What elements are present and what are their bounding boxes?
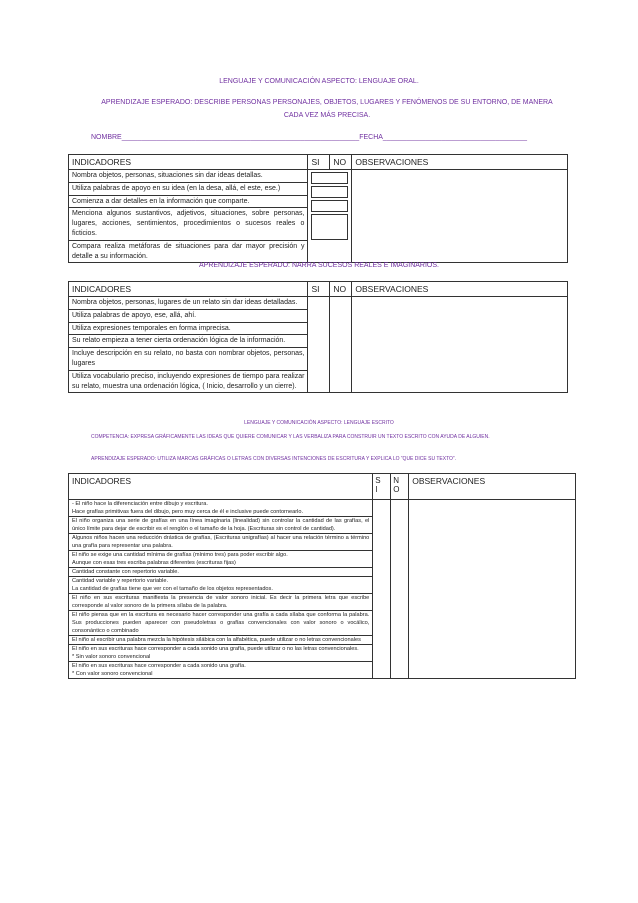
observaciones-cell[interactable] xyxy=(409,500,576,679)
nombre-fecha-line[interactable]: NOMBRE_____________________________________________________________FECHA_____________________________________ xyxy=(91,134,527,141)
indicator-row: Comienza a dar detalles en la información que comparte. xyxy=(69,195,308,208)
header-observaciones: OBSERVACIONES xyxy=(409,474,576,500)
indicator-row: Menciona algunos sustantivos, adjetivos, situaciones, sobre personas, lugares, acciones, sentimientos, procedimientos o sucesos reales o ficticios. xyxy=(69,208,308,240)
indicator-row: Compara realiza metáforas de situaciones para dar mayor precisión y detalle a su información. xyxy=(69,240,308,263)
si-cell[interactable] xyxy=(308,297,330,393)
header-no-o: O xyxy=(393,485,400,494)
check-box[interactable] xyxy=(311,200,348,212)
indicator-line: El niño se exige una cantidad mínima de grafías (mínimo tres) para poder escribir algo. xyxy=(72,552,288,558)
table-lenguaje-oral-describe xyxy=(68,154,568,263)
page-title: LENGUAJE Y COMUNICACIÓN ASPECTO: LENGUAJE ORAL. xyxy=(219,78,419,85)
header-si: SI xyxy=(308,282,330,297)
indicator-row: El niño piensa que en la escritura es necesario hacer corresponder una grafía a cada sílaba que conforma la palabra. Sus producciones pueden aparecer con pseudoletras o grafías convencionales con valor sonoro o vocálico, consonántico o combinado xyxy=(69,611,373,636)
indicator-row: El niño en sus escrituras manifiesta la presencia de valor sonoro inicial. Es decir la primera letra que escribe corresponde al valor sonoro de la primera sílaba de la palabra. xyxy=(69,594,373,611)
indicator-row: Algunos niños hacen una reducción drástica de grafías, (Escrituras unigrafías) al hacer una relación término a término una grafía para representar una palabra. xyxy=(69,534,373,551)
header-si: SI xyxy=(308,155,330,170)
header-indicadores: INDICADORES xyxy=(69,155,308,170)
indicator-row xyxy=(69,662,373,679)
indicator-line: Aunque con esas tres escriba palabras diferentes (escrituras fijas) xyxy=(72,560,236,566)
indicator-row: Utiliza vocabulario preciso, incluyendo expresiones de tiempo para realizar su relato, muestra una ordenación lógica, ( Inicio, desarrollo y un cierre). xyxy=(69,370,308,393)
indicator-row: Nombra objetos, personas, situaciones sin dar ideas detallas. xyxy=(69,170,308,183)
si-cell[interactable] xyxy=(373,500,391,679)
header-observaciones: OBSERVACIONES xyxy=(352,282,568,297)
aprendizaje-esperado-2: APRENDIZAJE ESPERADO: NARRA SUCESOS REALES E IMAGINARIOS. xyxy=(198,262,439,269)
header-no-n: N xyxy=(393,476,400,485)
header-si-s: S xyxy=(375,476,381,485)
indicator-row: Utiliza palabras de apoyo, ese, allá, ahí. xyxy=(69,309,308,322)
header-si xyxy=(373,474,391,500)
indicator-row: Incluye descripción en su relato, no basta con nombrar objetos, personas, lugares xyxy=(69,348,308,371)
indicator-row xyxy=(69,645,373,662)
check-box[interactable] xyxy=(311,172,348,184)
table-lenguaje-escrito xyxy=(68,473,576,679)
indicator-line: El niño en sus escrituras hace corresponder a cada sonido una grafía. xyxy=(72,663,246,669)
check-box[interactable] xyxy=(311,214,348,240)
indicator-row: Nombra objetos, personas, lugares de un relato sin dar ideas detalladas. xyxy=(69,297,308,310)
check-box[interactable] xyxy=(311,186,348,198)
aprendizaje-esperado-1: APRENDIZAJE ESPERADO: DESCRIBE PERSONAS PERSONAJES, OBJETOS, LUGARES Y FENÓMENOS DE SU ENTORNO, DE MANERA CADA VEZ MÁS PRECISA. xyxy=(101,99,553,119)
indicator-row: Su relato empieza a tener cierta ordenación lógica de la información. xyxy=(69,335,308,348)
header-si-i: I xyxy=(375,485,378,494)
indicator-line: * Sin valor sonoro convencional xyxy=(72,654,151,660)
observaciones-cell[interactable] xyxy=(352,297,568,393)
header-indicadores: INDICADORES xyxy=(69,282,308,297)
indicator-row: Utiliza expresiones temporales en forma imprecisa. xyxy=(69,322,308,335)
indicator-row xyxy=(69,577,373,594)
lenguaje-escrito-title: LENGUAJE Y COMUNICACIÓN ASPECTO: LENGUAJE ESCRITO xyxy=(244,420,394,426)
indicator-row: Cantidad constante con repertorio variable. xyxy=(69,568,373,577)
indicator-row: El niño organiza una serie de grafías en una línea imaginaria (linealidad) sin controlar la cantidad de las grafías, el único límite para dejar de escribir es el renglón o el tamaño de la hoja. (Escrituras sin control de cantidad). xyxy=(69,517,373,534)
indicator-line: Hace grafías primitivas fuera del dibujo, pero muy cerca de él e inclusive puede contornearlo. xyxy=(72,509,304,515)
header-no: NO xyxy=(330,155,352,170)
aprendizaje-esperado-3: APRENDIZAJE ESPERADO: UTILIZA MARCAS GRÁFICAS O LETRAS CON DIVERSAS INTENCIONES DE ESCRITURA Y EXPLICA LO “QUE DICE SU TEXTO”. xyxy=(91,456,456,462)
indicator-row: El niño al escribir una palabra mezcla la hipótesis silábica con la alfabética, puede utilizar o no letras convencionales xyxy=(69,636,373,645)
indicator-line: La cantidad de grafías tiene que ver con el tamaño de los objetos representados. xyxy=(72,586,273,592)
header-no xyxy=(391,474,409,500)
competencia: COMPETENCIA: EXPRESA GRÁFICAMENTE LAS IDEAS QUE QUIERE COMUNICAR Y LAS VERBALIZA PARA CONSTRUIR UN TEXTO ESCRITO CON AYUDA DE ALGUIEN. xyxy=(91,434,490,440)
header-indicadores: INDICADORES xyxy=(69,474,373,500)
indicator-row xyxy=(69,500,373,517)
indicator-row: Utiliza palabras de apoyo en su idea (en la desa, allá, el este, ese.) xyxy=(69,182,308,195)
indicator-line: El niño en sus escrituras hace corresponder a cada sonido una grafía, puede utilizar o no las letras convencionales. xyxy=(72,646,359,652)
table-lenguaje-oral-narra xyxy=(68,281,568,393)
indicator-row xyxy=(69,551,373,568)
observaciones-cell[interactable] xyxy=(352,170,568,263)
indicator-line: * Con valor sonoro convencional xyxy=(72,671,153,677)
header-observaciones: OBSERVACIONES xyxy=(352,155,568,170)
no-cell[interactable] xyxy=(391,500,409,679)
no-cell[interactable] xyxy=(330,297,352,393)
check-area[interactable] xyxy=(308,170,352,263)
indicator-line: - El niño hace la diferenciación entre dibujo y escritura. xyxy=(72,501,208,507)
indicator-line: Cantidad variable y repertorio variable. xyxy=(72,578,169,584)
header-no: NO xyxy=(330,282,352,297)
